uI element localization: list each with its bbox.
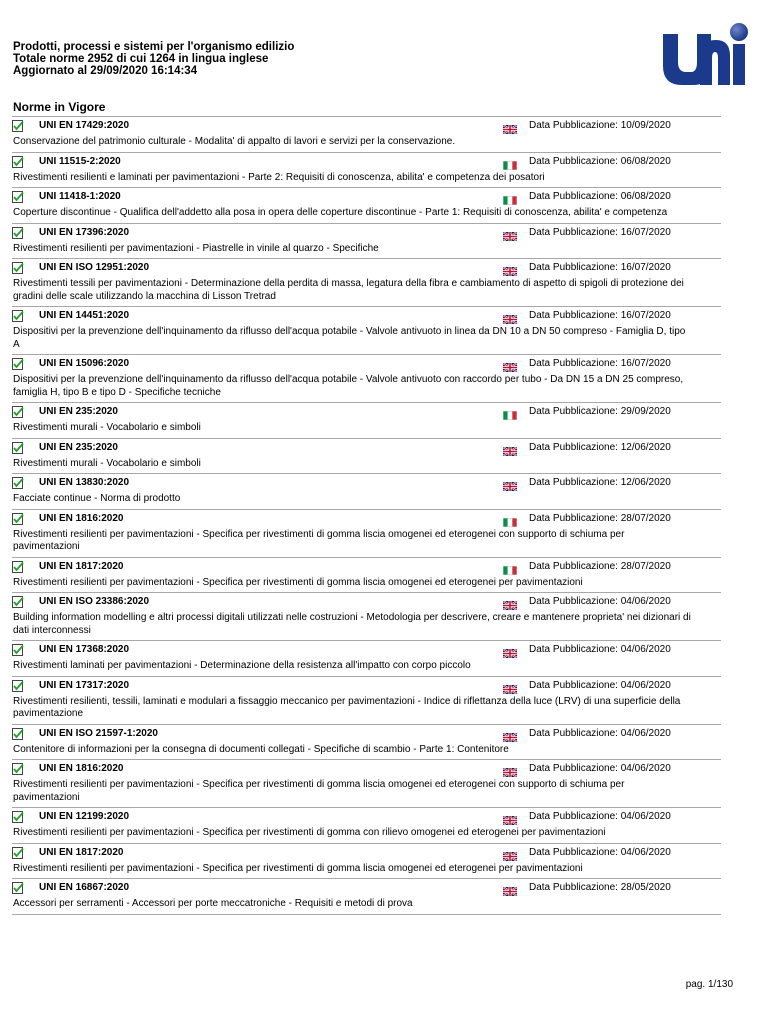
date-label: Data Pubblicazione: <box>529 406 618 417</box>
document-check-icon[interactable] <box>12 357 24 369</box>
uk-flag-icon <box>503 311 517 320</box>
page-number: pag. 1/130 <box>685 979 733 990</box>
date-value: 28/07/2020 <box>620 560 671 572</box>
total-count-line: Totale norme 2952 di cui 1264 in lingua inglese <box>13 53 269 65</box>
date-label: Data Pubblicazione: <box>529 191 618 202</box>
publication-date <box>529 728 671 739</box>
publication-date <box>529 262 671 273</box>
document-check-icon[interactable] <box>12 441 24 453</box>
record-header <box>12 403 721 420</box>
uk-flag-icon <box>503 812 517 821</box>
record-header <box>12 259 721 276</box>
standard-record <box>12 473 721 509</box>
standard-code[interactable]: UNI EN 13830:2020 <box>39 477 130 488</box>
standard-record <box>12 640 721 676</box>
record-header <box>12 677 721 694</box>
date-value: 04/06/2020 <box>620 763 671 774</box>
standard-description: Rivestimenti resilienti per pavimentazioni - Piastrelle in vinile al quarzo - Specifiche <box>13 242 379 254</box>
standard-description: Rivestimenti resilienti, tessili, laminati e modulari a fissaggio meccanico per pavimentazioni - Indice di riflettanza della luce (LRV) di una superficie della pavimentazione <box>13 695 681 719</box>
standard-code[interactable]: UNI 11515-2:2020 <box>39 155 121 167</box>
uk-flag-icon <box>503 681 517 690</box>
italian-flag-icon <box>503 407 517 416</box>
document-check-icon[interactable] <box>12 476 24 488</box>
standard-description: Accessori per serramenti - Accessori per porte meccatroniche - Requisiti e metodi di prova <box>13 898 413 909</box>
date-label: Data Pubblicazione: <box>529 358 618 369</box>
standard-description: Coperture discontinue - Qualifica dell'addetto alla posa in opera delle coperture discontinue - Parte 1: Requisiti di conoscenza, abilita' e competenza <box>13 207 668 218</box>
date-value: 04/06/2020 <box>620 811 671 822</box>
document-check-icon[interactable] <box>12 309 24 321</box>
uni-logo <box>660 14 750 86</box>
standard-record <box>12 116 721 152</box>
standard-description: Rivestimenti resilienti per pavimentazioni - Specifica per rivestimenti di gomma liscia omogenei ed eterogenei per pavimentazioni <box>13 862 583 874</box>
standard-description: Rivestimenti resilienti per pavimentazioni - Specifica per rivestimenti di gomma con rilievo omogenei ed eterogenei per pavimentazioni <box>13 827 606 838</box>
date-label: Data Pubblicazione: <box>529 560 618 572</box>
standards-list <box>12 116 721 915</box>
document-check-icon[interactable] <box>12 190 24 202</box>
uk-flag-icon <box>503 883 517 892</box>
standard-description: Rivestimenti murali - Vocabolario e simboli <box>13 457 201 469</box>
standard-description: Rivestimenti tessili per pavimentazioni - Determinazione della perdita di massa, legatura della fibra e cambiamento di aspetto di spigoli di protezione dei gradini delle scale utilizzando la macchina di Lisson Tretrad <box>13 278 684 302</box>
date-label: Data Pubblicazione: <box>529 310 618 321</box>
date-value: 04/06/2020 <box>620 644 671 655</box>
updated-timestamp: Aggiornato al 29/09/2020 16:14:34 <box>13 65 198 77</box>
uk-flag-icon <box>503 478 517 487</box>
standard-record <box>12 258 721 306</box>
standard-record <box>12 676 721 724</box>
record-header <box>12 153 721 170</box>
document-check-icon[interactable] <box>12 512 24 524</box>
record-header <box>12 879 721 896</box>
standard-record <box>12 557 721 593</box>
standard-code[interactable]: UNI EN 235:2020 <box>39 441 118 453</box>
standard-description: Rivestimenti resilienti per pavimentazioni - Specifica per rivestimenti di gomma liscia omogenei ed eterogenei con supporto di schiuma per pavimentazioni <box>13 779 625 803</box>
publication-date <box>529 644 671 655</box>
date-label: Data Pubblicazione: <box>529 846 618 858</box>
standard-description: Conservazione del patrimonio culturale - Modalita' di appalto di lavori e servizi per la conservazione. <box>13 136 456 147</box>
standard-record <box>12 724 721 760</box>
standard-code[interactable]: UNI EN 17396:2020 <box>39 226 130 238</box>
standard-record <box>12 187 721 223</box>
document-title: Prodotti, processi e sistemi per l'organismo edilizio <box>13 41 295 53</box>
document-check-icon[interactable] <box>12 261 24 273</box>
document-check-icon[interactable] <box>12 560 24 572</box>
document-check-icon[interactable] <box>12 679 24 691</box>
standard-description: Dispositivi per la prevenzione dell'inquinamento da riflusso dell'acqua potabile - Valvole antivuoto con raccordo per tubo - Da DN 15 a DN 25 compreso, famiglia H, tipo B e tipo D - Specifiche tecniche <box>13 374 684 398</box>
date-label: Data Pubblicazione: <box>529 811 618 822</box>
standard-code[interactable]: UNI 11418-1:2020 <box>39 191 121 202</box>
publication-date <box>529 358 671 369</box>
standard-record <box>12 592 721 640</box>
standard-record <box>12 152 721 188</box>
uk-flag-icon <box>503 729 517 738</box>
publication-date <box>529 406 671 417</box>
date-label: Data Pubblicazione: <box>529 155 618 167</box>
uk-flag-icon <box>503 228 517 237</box>
document-check-icon[interactable] <box>12 595 24 607</box>
date-value: 10/09/2020 <box>620 120 671 131</box>
italian-flag-icon <box>503 157 517 166</box>
uk-flag-icon <box>503 597 517 606</box>
record-header <box>12 188 721 205</box>
date-label: Data Pubblicazione: <box>529 882 618 893</box>
uk-flag-icon <box>503 443 517 452</box>
standard-code[interactable]: UNI EN 17317:2020 <box>39 679 130 691</box>
publication-date <box>529 596 671 607</box>
date-label: Data Pubblicazione: <box>529 596 618 607</box>
publication-date <box>529 763 671 774</box>
date-label: Data Pubblicazione: <box>529 477 618 488</box>
date-value: 06/08/2020 <box>620 191 671 202</box>
date-label: Data Pubblicazione: <box>529 226 618 238</box>
date-value: 28/05/2020 <box>620 882 671 893</box>
uk-flag-icon <box>503 263 517 272</box>
uk-flag-icon <box>503 121 517 130</box>
standard-description: Rivestimenti resilienti e laminati per pavimentazioni - Parte 2: Requisiti di conoscenza, abilita' e competenza dei posatori <box>13 171 545 183</box>
publication-date <box>529 120 671 131</box>
standard-description: Rivestimenti resilienti per pavimentazioni - Specifica per rivestimenti di gomma liscia omogenei ed eterogenei con supporto di schiuma per pavimentazioni <box>13 528 625 552</box>
date-label: Data Pubblicazione: <box>529 262 618 273</box>
document-header <box>13 41 294 77</box>
standard-code[interactable]: UNI EN 17429:2020 <box>39 120 130 131</box>
standard-code[interactable]: UNI EN ISO 12951:2020 <box>39 262 150 273</box>
publication-date <box>529 227 671 238</box>
standard-record <box>12 402 721 438</box>
date-value: 06/08/2020 <box>620 155 671 167</box>
standard-record <box>12 354 721 402</box>
document-check-icon[interactable] <box>12 810 24 822</box>
date-label: Data Pubblicazione: <box>529 512 618 524</box>
standard-description: Facciate continue - Norma di prodotto <box>13 493 181 504</box>
standard-record <box>12 807 721 843</box>
standard-record <box>12 509 721 557</box>
standard-record <box>12 223 721 259</box>
record-header <box>12 510 721 527</box>
standard-code[interactable]: UNI EN 16867:2020 <box>39 882 130 893</box>
standard-record <box>12 306 721 354</box>
uk-flag-icon <box>503 359 517 368</box>
italian-flag-icon <box>503 192 517 201</box>
uk-flag-icon <box>503 848 517 857</box>
date-value: 12/06/2020 <box>620 477 671 488</box>
publication-date <box>529 156 671 167</box>
date-value: 16/07/2020 <box>620 262 671 273</box>
date-value: 29/09/2020 <box>620 406 671 417</box>
section-title: Norme in Vigore <box>13 100 106 114</box>
standard-description: Rivestimenti resilienti per pavimentazioni - Specifica per rivestimenti di gomma liscia omogenei ed eterogenei per pavimentazioni <box>13 576 583 588</box>
date-label: Data Pubblicazione: <box>529 644 618 655</box>
record-header <box>12 725 721 742</box>
date-label: Data Pubblicazione: <box>529 679 618 691</box>
italian-flag-icon <box>503 562 517 571</box>
record-header <box>12 439 721 456</box>
standard-code[interactable]: UNI EN 14451:2020 <box>39 310 130 321</box>
record-header <box>12 224 721 241</box>
standard-code[interactable]: UNI EN 15096:2020 <box>39 358 130 369</box>
date-value: 04/06/2020 <box>620 679 671 691</box>
record-header <box>12 844 721 861</box>
standard-code[interactable]: UNI EN 1816:2020 <box>39 763 124 774</box>
record-header <box>12 355 721 372</box>
publication-date <box>529 310 671 321</box>
standard-record <box>12 759 721 807</box>
standard-description: Rivestimenti laminati per pavimentazioni - Determinazione della resistenza all'impatto con corpo piccolo <box>13 660 471 671</box>
date-label: Data Pubblicazione: <box>529 727 618 739</box>
document-check-icon[interactable] <box>12 727 24 739</box>
standard-description: Rivestimenti murali - Vocabolario e simboli <box>13 422 201 433</box>
standard-code[interactable]: UNI EN 1817:2020 <box>39 560 124 572</box>
standard-code[interactable]: UNI EN 17368:2020 <box>39 644 130 655</box>
standard-code[interactable]: UNI EN ISO 23386:2020 <box>39 596 150 607</box>
publication-date <box>529 811 671 822</box>
standard-code[interactable]: UNI EN 1816:2020 <box>39 512 124 524</box>
record-header <box>12 474 721 491</box>
date-value: 16/07/2020 <box>620 358 671 369</box>
date-value: 28/07/2020 <box>620 512 671 524</box>
date-value: 16/07/2020 <box>620 226 671 238</box>
standard-description: Contenitore di informazioni per la consegna di documenti collegati - Specifiche di scambio - Parte 1: Contenitore <box>13 743 509 755</box>
standard-description: Building information modelling e altri processi digitali utilizzati nelle costruzioni - Metodologia per descrivere, creare e mantenere proprieta' nei dizionari di dati interconnessi <box>13 612 691 636</box>
standard-code[interactable]: UNI EN 1817:2020 <box>39 846 124 858</box>
date-label: Data Pubblicazione: <box>529 120 618 131</box>
date-label: Data Pubblicazione: <box>529 763 618 774</box>
publication-date <box>529 847 671 858</box>
publication-date <box>529 477 671 488</box>
publication-date <box>529 513 671 524</box>
record-header <box>12 593 721 610</box>
uk-flag-icon <box>503 764 517 773</box>
record-header <box>12 641 721 658</box>
document-check-icon[interactable] <box>12 226 24 238</box>
date-value: 12/06/2020 <box>620 441 671 453</box>
record-header <box>12 558 721 575</box>
document-check-icon[interactable] <box>12 846 24 858</box>
standard-record <box>12 878 721 915</box>
publication-date <box>529 442 671 453</box>
publication-date <box>529 680 671 691</box>
standard-record <box>12 438 721 474</box>
standard-code[interactable]: UNI EN 235:2020 <box>39 406 118 417</box>
publication-date <box>529 191 671 202</box>
standard-record <box>12 843 721 879</box>
standard-code[interactable]: UNI EN ISO 21597-1:2020 <box>39 727 158 739</box>
document-check-icon[interactable] <box>12 119 24 131</box>
italian-flag-icon <box>503 514 517 523</box>
date-value: 16/07/2020 <box>620 310 671 321</box>
document-check-icon[interactable] <box>12 405 24 417</box>
document-check-icon[interactable] <box>12 881 24 893</box>
date-value: 04/06/2020 <box>620 727 671 739</box>
standard-description: Dispositivi per la prevenzione dell'inquinamento da riflusso dell'acqua potabile - Valvole antivuoto in linea da DN 10 a DN 50 compreso - Famiglia D, tipo A <box>13 326 686 350</box>
standard-code[interactable]: UNI EN 12199:2020 <box>39 811 130 822</box>
document-check-icon[interactable] <box>12 762 24 774</box>
record-header <box>12 307 721 324</box>
date-value: 04/06/2020 <box>620 846 671 858</box>
record-header <box>12 117 721 134</box>
date-label: Data Pubblicazione: <box>529 441 618 453</box>
document-check-icon[interactable] <box>12 155 24 167</box>
uk-flag-icon <box>503 645 517 654</box>
document-check-icon[interactable] <box>12 643 24 655</box>
record-header <box>12 760 721 777</box>
record-header <box>12 808 721 825</box>
publication-date <box>529 561 671 572</box>
publication-date <box>529 882 671 893</box>
date-value: 04/06/2020 <box>620 596 671 607</box>
